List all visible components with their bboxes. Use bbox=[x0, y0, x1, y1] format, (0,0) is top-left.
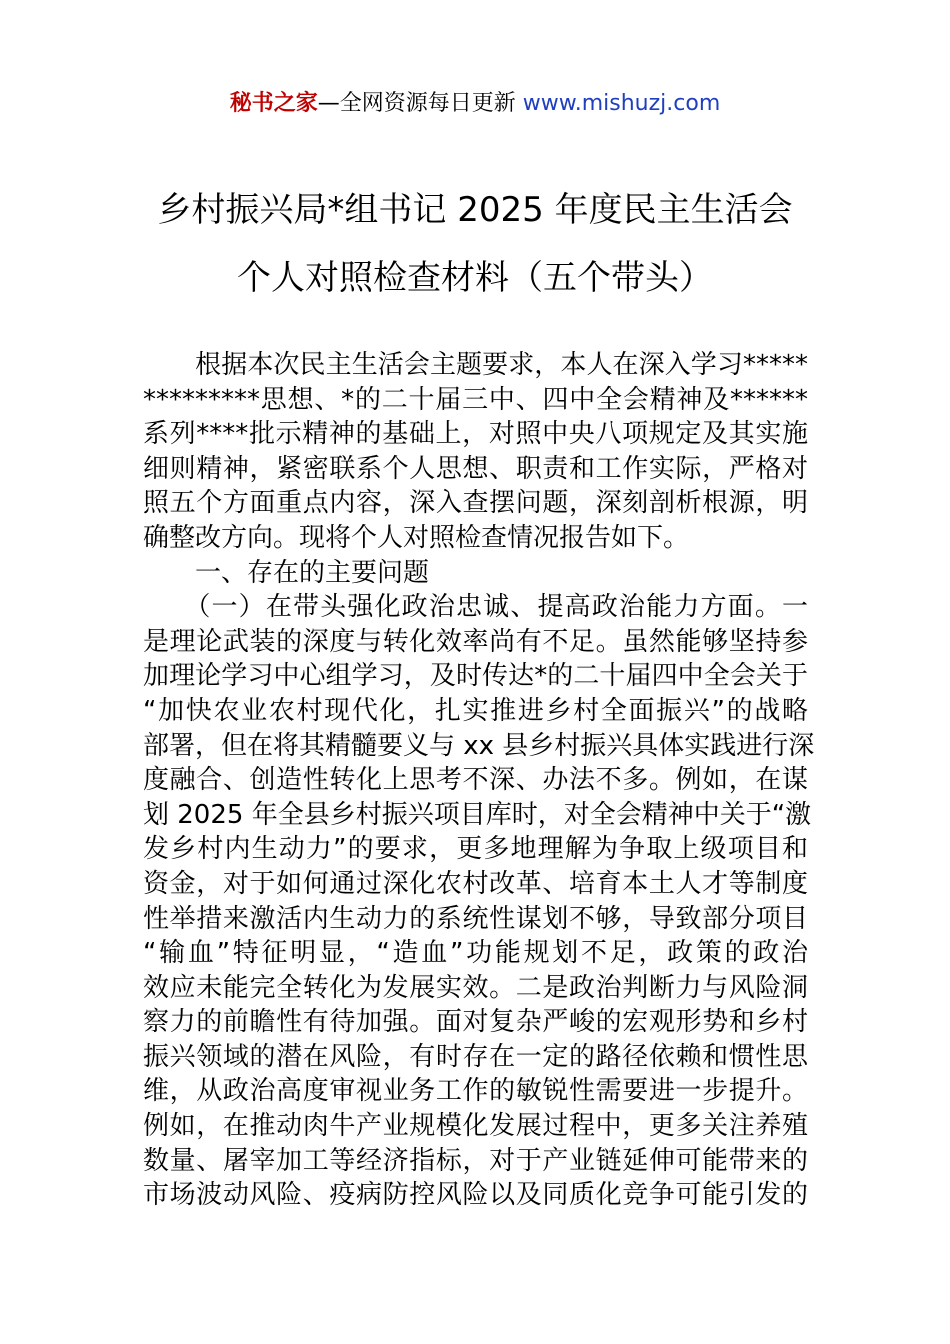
body-line: （一）在带头强化政治忠诚、提高政治能力方面。一 bbox=[143, 592, 808, 623]
document-title-line-2: 个人对照检查材料（五个带头） bbox=[237, 258, 713, 298]
body-line: 确整改方向。现将个人对照检查情况报告如下。 bbox=[143, 522, 690, 553]
banner-brand: 秘书之家 bbox=[229, 91, 318, 116]
body-line: 性举措来激活内生动力的系统性谋划不够，导致部分项目 bbox=[143, 903, 808, 934]
body-line: 振兴领域的潜在风险，有时存在一定的路径依赖和惯性思 bbox=[143, 1041, 808, 1072]
banner-url-link[interactable]: www.mishuzj.com bbox=[522, 91, 721, 116]
body-line: 市场波动风险、疫病防控风险以及同质化竞争可能引发的 bbox=[143, 1180, 808, 1211]
body-line: 加理论学习中心组学习，及时传达*的二十届四中全会关于 bbox=[143, 661, 808, 692]
body-line: 系列****批示精神的基础上，对照中央八项规定及其实施 bbox=[143, 419, 808, 450]
body-line: 部署，但在将其精髓要义与 xx 县乡村振兴具体实践进行深 bbox=[143, 730, 815, 761]
body-line: 根据本次民主生活会主题要求，本人在深入学习***** bbox=[143, 350, 808, 380]
body-line: 例如，在推动肉牛产业规模化发展过程中，更多关注养殖 bbox=[143, 1111, 808, 1142]
body-line: 察力的前瞻性有待加强。面对复杂严峻的宏观形势和乡村 bbox=[143, 1007, 808, 1038]
body-line: 划 2025 年全县乡村振兴项目库时，对全会精神中关于“激 bbox=[143, 799, 812, 830]
body-line: 是理论武装的深度与转化效率尚有不足。虽然能够坚持参 bbox=[143, 626, 808, 657]
body-line: “输血”特征明显，“造血”功能规划不足，政策的政治 bbox=[143, 938, 808, 969]
body-line: 发乡村内生动力”的要求，更多地理解为争取上级项目和 bbox=[143, 834, 808, 865]
body-line: 效应未能完全转化为发展实效。二是政治判断力与风险洞 bbox=[143, 972, 808, 1003]
body-line: 数量、屠宰加工等经济指标，对于产业链延伸可能带来的 bbox=[143, 1145, 808, 1176]
document-title-line-1: 乡村振兴局*组书记 2025 年度民主生活会 bbox=[157, 190, 793, 230]
body-line: 细则精神，紧密联系个人思想、职责和工作实际，严格对 bbox=[143, 453, 808, 484]
body-line: 资金，对于如何通过深化农村改革、培育本土人才等制度 bbox=[143, 868, 808, 899]
body-line: “加快农业农村现代化，扎实推进乡村全面振兴”的战略 bbox=[143, 695, 808, 726]
body-line: 维，从政治高度审视业务工作的敏锐性需要进一步提升。 bbox=[143, 1076, 808, 1107]
body-line: 照五个方面重点内容，深入查摆问题，深刻剖析根源，明 bbox=[143, 488, 808, 519]
body-line: 度融合、创造性转化上思考不深、办法不多。例如，在谋 bbox=[143, 765, 808, 796]
banner-tagline: —全网资源每日更新 bbox=[317, 91, 523, 116]
document-body bbox=[143, 348, 815, 1213]
site-banner bbox=[0, 88, 950, 120]
section-heading: 一、存在的主要问题 bbox=[143, 557, 430, 588]
body-line: *********思想、*的二十届三中、四中全会精神及****** bbox=[143, 384, 808, 415]
